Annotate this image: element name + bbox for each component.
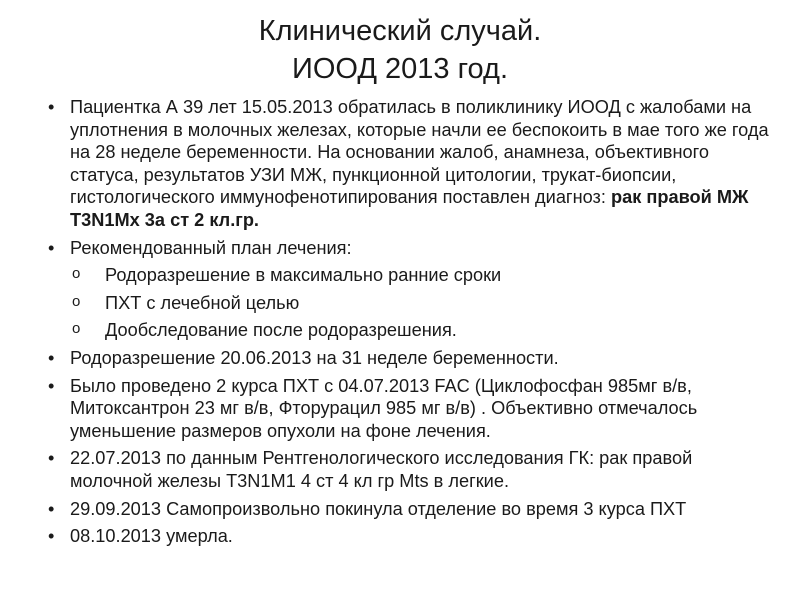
sub-bullet-plan-2	[48, 292, 778, 315]
title-line-1: Клинический случай.	[258, 15, 542, 47]
bullet-xray	[48, 447, 778, 492]
bullet-text: 29.09.2013 Самопроизвольно покинула отделение во время 3 курса ПХТ	[70, 498, 687, 519]
diagnosis-text: рак правой МЖ T3N1Mx 3а ст 2 кл.гр.	[70, 187, 749, 230]
bullet-list	[48, 96, 778, 553]
sub-bullet-text: Дообследование после родоразрешения.	[105, 320, 457, 341]
sub-bullet-plan-1	[48, 264, 778, 287]
bullet-text: Родоразрешение 20.06.2013 на 31 неделе беременности.	[70, 347, 559, 368]
bullet-text: 22.07.2013 по данным Рентгенологического исследования ГК: рак правой молочной железы T3N1M1 4 ст 4 кл гр Mts в легкие.	[70, 448, 693, 491]
sub-bullet-plan-3	[48, 319, 778, 342]
bullet-text: Было проведено 2 курса ПХТ с 04.07.2013 FAC (Циклофосфан 985мг в/в, Митоксантрон 23 мг в/в, Фторурацил 985 мг в/в) . Объективно отмечалось уменьшение размеров опухоли на фоне лечения.	[70, 375, 698, 441]
sub-bullet-text: Родоразрешение в максимально ранние сроки	[105, 265, 502, 286]
bullet-chemotherapy	[48, 375, 778, 443]
sub-bullet-text: ПХТ с лечебной целью	[105, 292, 300, 313]
bullet-text: Пациентка А 39 лет 15.05.2013 обратилась в поликлинику ИООД с жалобами на уплотнения в молочных железах, которые начли ее беспокоить в мае того же года на 28 неделе беременности. На основании жалоб, анамнеза, объективного статуса, результатов УЗИ МЖ, пункционной цитологии, трукат-биопсии, гистологического иммунофенотипирования поставлен диагноз:	[70, 97, 769, 208]
bullet-patient-history	[48, 96, 778, 232]
bullet-left-department	[48, 498, 778, 521]
bullet-delivery	[48, 347, 778, 370]
bullet-death	[48, 525, 778, 548]
title-line-2: ИООД 2013 год.	[292, 53, 508, 85]
slide-title	[0, 12, 800, 88]
bullet-text: Рекомендованный план лечения:	[70, 237, 352, 258]
bullet-treatment-plan	[48, 237, 778, 260]
bullet-text: 08.10.2013 умерла.	[70, 526, 233, 547]
